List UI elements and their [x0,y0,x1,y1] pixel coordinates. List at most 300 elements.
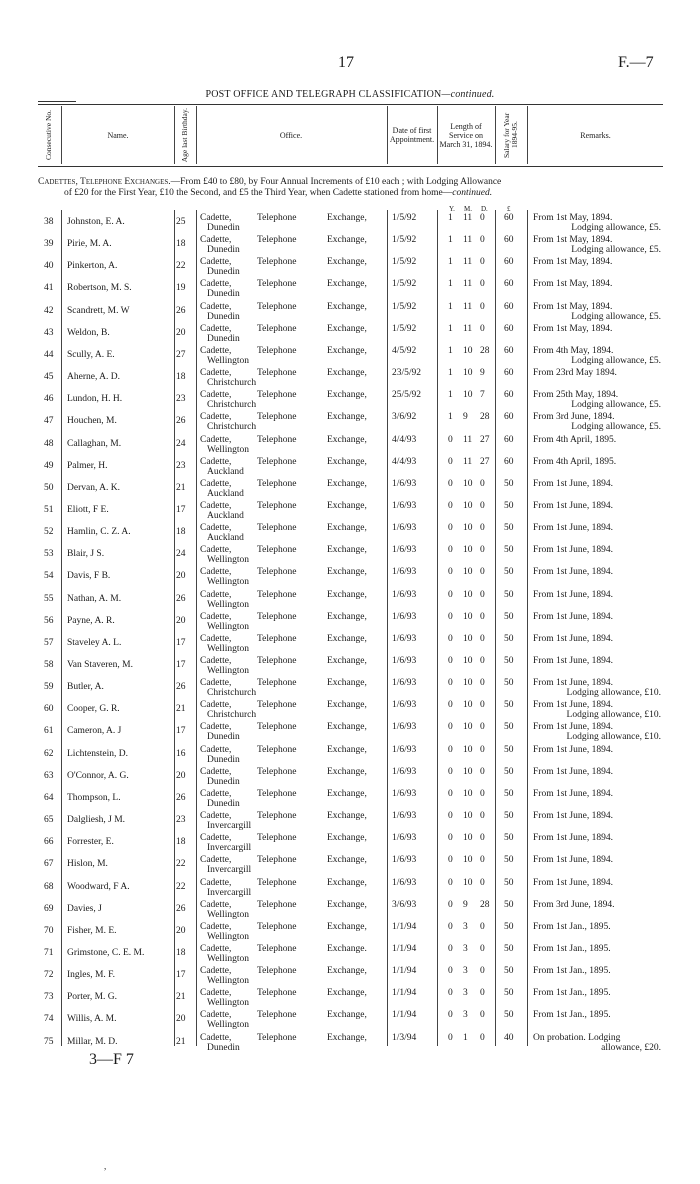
row-name: Payne, A. R. [67,615,115,626]
row-salary: 60 [504,235,514,246]
row-office-city: Wellington [207,998,249,1009]
row-service-years: 0 [448,877,453,888]
row-office-word: Cadette, [200,412,232,423]
table-row [0,878,700,900]
row-remark: From 1st Jan., 1895. [533,1010,611,1021]
row-service-months: 10 [463,833,473,844]
row-office-city: Dunedin [207,798,240,809]
row-remark: From 1st June, 1894. [533,811,613,822]
unit-years: Y. [449,205,455,213]
row-office-word: Exchange, [327,833,367,844]
row-number: 55 [44,593,54,604]
row-service-years: 0 [448,833,453,844]
row-service-years: 0 [448,744,453,755]
row-remark: From 1st June, 1894. [533,656,613,666]
row-office-word: Exchange, [327,390,367,401]
row-service-days: 0 [480,611,485,622]
row-office-word: Telephone [257,700,297,711]
row-remark: From 1st June, 1894. [533,744,613,755]
row-number: 67 [44,859,54,870]
row-office-word: Exchange, [327,744,367,755]
row-service-months: 11 [463,456,473,467]
table-row [0,590,700,612]
row-office-word: Cadette, [200,545,232,556]
table-row [0,368,700,390]
row-office-word: Exchange, [327,899,367,910]
header-vline-5 [437,106,438,164]
row-office-word: Cadette, [200,656,232,666]
row-number: 75 [44,1036,54,1047]
row-service-months: 3 [463,1010,468,1021]
table-row [0,722,700,744]
row-office-word: Exchange, [327,345,367,356]
row-office-city: Dunedin [207,289,240,300]
row-service-months: 10 [463,877,473,888]
row-number: 44 [44,349,54,360]
row-age: 22 [176,261,186,272]
row-age: 21 [176,704,186,715]
row-office-city: Auckland [207,510,244,521]
table-row [0,567,700,589]
row-date: 1/6/93 [392,567,417,578]
row-name: Eliott, F E. [67,504,109,515]
section-line2: of £20 for the First Year, £10 the Second, and £5 the Third Year, when Cadette stationed from home— [64,188,453,198]
row-office-word: Cadette, [200,788,232,799]
row-name: Davies, J [67,903,102,914]
row-service-years: 1 [448,213,453,223]
row-service-years: 1 [448,323,453,334]
col-header-name: Name. [107,130,129,140]
row-service-days: 28 [480,412,490,423]
row-office-city: Wellington [207,621,249,632]
row-service-months: 10 [463,678,473,689]
row-salary: 60 [504,301,514,312]
row-service-years: 0 [448,678,453,689]
row-office-word: Telephone [257,1032,297,1043]
row-office-city: Wellington [207,577,249,588]
row-office-word: Cadette, [200,323,232,334]
row-remark: From 4th April, 1895. [533,434,617,445]
row-age: 26 [176,305,186,316]
row-office-word: Exchange, [327,788,367,799]
table-row [0,457,700,479]
row-service-days: 0 [480,722,485,733]
row-office-word: Telephone [257,744,297,755]
row-service-years: 0 [448,899,453,910]
row-service-days: 0 [480,545,485,556]
row-service-months: 11 [463,235,473,246]
row-salary: 60 [504,213,514,223]
header-vline-1 [61,106,62,164]
row-name: Porter, M. G. [67,992,118,1003]
row-remark-detail: Lodging allowance, £5. [571,223,661,233]
page-number: 17 [338,54,354,71]
row-remark-detail: Lodging allowance, £5. [571,400,661,411]
row-office-word: Telephone [257,478,297,489]
row-office-word: Telephone [257,722,297,733]
row-office-word: Cadette, [200,345,232,356]
row-salary: 50 [504,943,514,954]
row-office-word: Exchange, [327,722,367,733]
row-office-city: Christchurch [207,378,257,389]
table-header [0,104,700,166]
row-service-months: 10 [463,656,473,666]
row-salary: 50 [504,744,514,755]
row-remark: From 4th May, 1894. [533,345,614,356]
row-office-word: Telephone [257,434,297,445]
row-date: 25/5/92 [392,390,422,401]
table-row [0,279,700,301]
row-service-months: 10 [463,567,473,578]
row-office-city: Dunedin [207,732,240,743]
row-salary: 60 [504,368,514,379]
row-date: 1/6/93 [392,500,417,511]
table-row [0,656,700,678]
row-date: 1/6/93 [392,545,417,556]
row-service-months: 10 [463,390,473,401]
row-name: Scandrett, M. W [67,305,130,316]
row-age: 20 [176,925,186,936]
row-service-months: 11 [463,323,473,334]
row-office-word: Telephone [257,921,297,932]
row-salary: 50 [504,833,514,844]
row-number: 41 [44,283,54,294]
header-vline-4 [387,106,388,164]
row-age: 26 [176,416,186,427]
row-service-years: 0 [448,589,453,600]
row-remark: From 1st June, 1894. [533,478,613,489]
row-office-word: Exchange, [327,500,367,511]
row-salary: 50 [504,567,514,578]
row-name: Hislon, M. [67,859,108,870]
row-office-word: Cadette, [200,567,232,578]
row-office-word: Cadette, [200,456,232,467]
row-age: 17 [176,970,186,981]
row-remark: From 1st May, 1894. [533,235,613,246]
row-office-word: Cadette, [200,1010,232,1021]
row-number: 61 [44,726,54,737]
row-salary: 50 [504,722,514,733]
row-number: 39 [44,239,54,250]
row-salary: 50 [504,921,514,932]
row-date: 1/6/93 [392,611,417,622]
col-header-salary: Salary for Year 1894-95. [502,112,519,158]
row-date: 1/5/92 [392,235,417,246]
row-age: 20 [176,327,186,338]
row-remark: From 23rd May 1894. [533,368,617,379]
row-office-word: Cadette, [200,478,232,489]
row-service-months: 9 [463,412,468,423]
row-service-months: 3 [463,988,468,999]
row-office-word: Exchange, [327,279,367,290]
row-name: Cooper, G. R. [67,704,120,715]
row-office-word: Cadette, [200,434,232,445]
row-number: 60 [44,704,54,715]
row-salary: 50 [504,700,514,711]
row-office-word: Cadette, [200,1032,232,1043]
row-office-word: Telephone [257,877,297,888]
row-office-word: Cadette, [200,611,232,622]
row-service-days: 0 [480,523,485,534]
row-age: 17 [176,660,186,670]
row-service-years: 0 [448,545,453,556]
row-name: Lundon, H. H. [67,394,123,405]
row-date: 1/6/93 [392,478,417,489]
row-name: Callaghan, M. [67,438,122,449]
row-service-years: 1 [448,412,453,423]
col-header-age: Age last Birthday. [180,107,189,163]
row-date: 1/1/94 [392,966,417,977]
row-service-months: 10 [463,368,473,379]
row-service-months: 10 [463,500,473,511]
row-office-word: Telephone [257,766,297,777]
row-age: 23 [176,394,186,405]
row-office-word: Exchange, [327,1032,367,1043]
row-service-years: 0 [448,434,453,445]
table-row [0,700,700,722]
row-salary: 50 [504,633,514,644]
section-line1: —From £40 to £80, by Four Annual Increments of £10 each ; with Lodging Allowance [170,177,502,187]
row-office-word: Cadette, [200,633,232,644]
row-service-years: 0 [448,1010,453,1021]
row-number: 72 [44,970,54,981]
row-service-days: 27 [480,456,490,467]
row-office-word: Cadette, [200,279,232,290]
table-row [0,900,700,922]
row-name: Grimstone, C. E. M. [67,947,145,958]
row-service-days: 0 [480,301,485,312]
row-remark: From 1st Jan., 1895. [533,921,611,932]
row-service-days: 0 [480,678,485,689]
row-remark: From 1st Jan., 1895. [533,966,611,977]
row-date: 1/6/93 [392,700,417,711]
row-age: 18 [176,239,186,250]
row-name: Woodward, F A. [67,881,130,892]
row-age: 20 [176,770,186,781]
row-office-city: Dunedin [207,245,240,256]
row-service-days: 0 [480,766,485,777]
row-remark: From 1st June, 1894. [533,523,613,534]
row-salary: 50 [504,899,514,910]
row-office-city: Auckland [207,533,244,544]
row-remark-detail: Lodging allowance, £10. [566,710,661,721]
row-remark: From 1st May, 1894. [533,213,613,223]
row-office-word: Cadette, [200,390,232,401]
row-service-months: 3 [463,921,468,932]
row-salary: 40 [504,1032,514,1043]
row-age: 18 [176,527,186,538]
row-age: 27 [176,349,186,360]
table-row [0,944,700,966]
row-service-months: 10 [463,633,473,644]
row-age: 18 [176,947,186,958]
row-service-years: 0 [448,966,453,977]
row-service-months: 9 [463,899,468,910]
row-office-word: Exchange, [327,678,367,689]
row-remark: From 1st June, 1894. [533,500,613,511]
table-row [0,346,700,368]
row-name: Weldon, B. [67,327,110,338]
row-office-word: Exchange, [327,301,367,312]
row-date: 1/6/93 [392,877,417,888]
row-office-word: Cadette, [200,213,232,223]
row-name: Robertson, M. S. [67,283,132,294]
section-intro [38,177,663,199]
row-name: Pinkerton, A. [67,261,118,272]
row-number: 38 [44,217,54,227]
row-service-months: 11 [463,301,473,312]
row-date: 1/1/94 [392,1010,417,1021]
row-office-city: Wellington [207,555,249,566]
row-salary: 50 [504,788,514,799]
row-office-city: Wellington [207,909,249,920]
row-office-city: Wellington [207,931,249,942]
row-office-word: Cadette, [200,722,232,733]
section-line2-continued: continued. [452,188,493,198]
row-age: 22 [176,881,186,892]
header-vline-3 [196,106,197,164]
row-date: 1/6/93 [392,855,417,866]
row-office-city: Invercargill [207,865,252,876]
row-age: 16 [176,748,186,759]
row-office-word: Exchange. [327,943,367,954]
table-row [0,634,700,656]
row-office-word: Telephone [257,456,297,467]
row-office-word: Telephone [257,589,297,600]
row-age: 17 [176,726,186,737]
table-row [0,922,700,944]
row-remark: From 1st May, 1894. [533,279,613,290]
row-office-word: Telephone [257,855,297,866]
row-service-months: 3 [463,966,468,977]
row-number: 53 [44,549,54,560]
row-remark: From 1st Jan., 1895. [533,943,611,954]
row-salary: 60 [504,434,514,445]
row-service-months: 10 [463,345,473,356]
table-row [0,412,700,434]
row-age: 24 [176,549,186,560]
row-service-days: 0 [480,921,485,932]
row-office-word: Exchange, [327,589,367,600]
row-office-city: Wellington [207,599,249,610]
row-service-years: 0 [448,943,453,954]
row-number: 69 [44,903,54,914]
row-service-years: 0 [448,722,453,733]
row-date: 1/6/93 [392,523,417,534]
row-remark: From 1st June, 1894. [533,855,613,866]
col-header-no: Consecutive No. [44,110,53,160]
row-office-word: Exchange, [327,877,367,888]
row-age: 25 [176,217,186,227]
row-remark-detail: Lodging allowance, £5. [571,355,661,366]
row-salary: 50 [504,523,514,534]
row-office-word: Telephone [257,1010,297,1021]
row-office-word: Exchange, [327,523,367,534]
row-age: 19 [176,283,186,294]
row-office-word: Cadette, [200,833,232,844]
row-name: Cameron, A. J [67,726,122,737]
row-age: 20 [176,571,186,582]
row-date: 3/6/93 [392,899,417,910]
row-service-days: 0 [480,1010,485,1021]
row-office-word: Cadette, [200,811,232,822]
row-service-months: 10 [463,523,473,534]
row-office-city: Dunedin [207,333,240,344]
row-date: 23/5/92 [392,368,422,379]
row-remark: From 1st Jan., 1895. [533,988,611,999]
row-office-city: Invercargill [207,887,252,898]
row-name: Hamlin, C. Z. A. [67,527,131,538]
section-heading: Cadettes, Telephone Exchanges. [38,177,171,187]
row-office-word: Cadette, [200,855,232,866]
table-row [0,678,700,700]
row-salary: 50 [504,611,514,622]
row-service-days: 0 [480,323,485,334]
row-date: 1/5/92 [392,301,417,312]
page-title: POST OFFICE AND TELEGRAPH CLASSIFICATION—continued. [205,89,495,100]
header-vline-7 [527,106,528,164]
row-office-word: Cadette, [200,235,232,246]
row-number: 74 [44,1014,54,1025]
row-service-months: 11 [463,279,473,290]
row-office-word: Telephone [257,678,297,689]
row-office-city: Dunedin [207,267,240,278]
row-remark-detail: Lodging allowance, £5. [571,245,661,256]
row-date: 1/6/93 [392,811,417,822]
row-service-days: 0 [480,744,485,755]
row-office-word: Telephone [257,368,297,379]
row-office-word: Exchange, [327,456,367,467]
row-office-city: Wellington [207,444,249,455]
row-office-word: Exchange, [327,567,367,578]
header-rule-bottom [38,166,663,167]
row-salary: 60 [504,345,514,356]
table-row [0,324,700,346]
row-office-word: Telephone [257,345,297,356]
row-age: 17 [176,637,186,648]
row-service-months: 10 [463,589,473,600]
row-service-days: 0 [480,833,485,844]
row-remark: On probation. Lodging [533,1032,621,1043]
row-service-years: 0 [448,766,453,777]
table-row [0,833,700,855]
row-remark: From 1st June, 1894. [533,700,613,711]
header-rule-top-short [38,101,76,102]
col-header-date: Date of first Appointment. [389,126,435,144]
row-office-city: Christchurch [207,710,257,721]
row-remark-detail: Lodging allowance, £10. [566,732,661,743]
row-remark-detail: Lodging allowance, £10. [566,688,661,699]
row-salary: 50 [504,811,514,822]
row-office-word: Telephone [257,811,297,822]
table-row [0,213,700,235]
row-age: 17 [176,504,186,515]
row-service-years: 0 [448,921,453,932]
row-service-years: 0 [448,855,453,866]
row-number: 73 [44,992,54,1003]
row-office-word: Telephone [257,788,297,799]
row-service-days: 0 [480,478,485,489]
row-office-word: Exchange, [327,368,367,379]
row-number: 42 [44,305,54,316]
row-service-years: 1 [448,257,453,268]
page-reference: F.—7 [618,54,654,71]
row-office-word: Exchange, [327,412,367,423]
row-office-word: Telephone [257,412,297,423]
row-office-word: Exchange, [327,921,367,932]
row-number: 49 [44,460,54,471]
row-service-days: 0 [480,811,485,822]
